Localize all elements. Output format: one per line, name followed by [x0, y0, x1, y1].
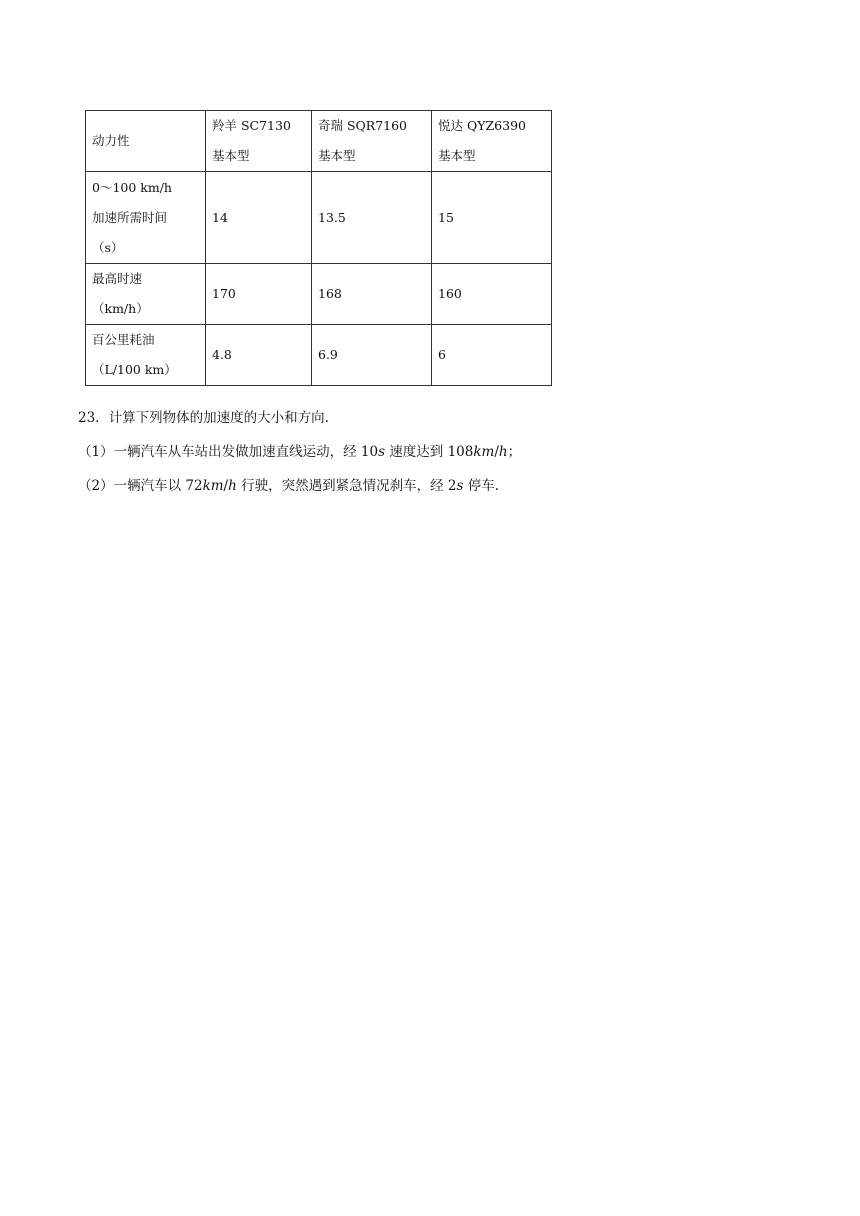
row-label-cell	[86, 264, 206, 325]
part2-slash: /	[223, 478, 229, 494]
model-name: 羚羊 SC7130	[212, 118, 291, 133]
part1-unit-s: s	[378, 444, 385, 460]
part1-unit-h: h	[498, 444, 508, 460]
table-row	[86, 172, 552, 264]
question-23	[78, 401, 778, 503]
table-cell: 168	[312, 264, 432, 325]
table-cell: 160	[432, 264, 552, 325]
model-name: 悦达 QYZ6390	[438, 118, 526, 133]
header-label: 动力性	[92, 133, 130, 148]
table-row	[86, 264, 552, 325]
row-label-line: 最高时速	[92, 271, 143, 286]
row-label-line: （s）	[92, 239, 124, 255]
question-part-2	[78, 469, 778, 503]
part1-unit-km: km	[473, 444, 495, 460]
part1-middle: 速度达到 108	[385, 444, 474, 460]
table-cell: 15	[432, 172, 552, 264]
table-header-row	[86, 111, 552, 172]
question-part-1	[78, 435, 778, 469]
row-label-line: （L/100 km）	[92, 362, 177, 377]
part2-suffix: 停车.	[463, 478, 500, 494]
part1-slash: /	[494, 444, 499, 460]
part2-prefix: （2）一辆汽车以 72	[78, 478, 203, 494]
part2-unit-h: h	[228, 478, 237, 494]
part2-unit-s: s	[456, 478, 464, 494]
table-cell: 14	[206, 172, 312, 264]
table-row	[86, 325, 552, 386]
model-variant: 基本型	[212, 148, 250, 163]
row-label-cell	[86, 325, 206, 386]
table-cell: 4.8	[206, 325, 312, 386]
model-variant: 基本型	[438, 148, 476, 163]
part1-suffix: ；	[507, 444, 522, 460]
part1-prefix: （1）一辆汽车从车站出发做加速直线运动，经 10	[78, 444, 379, 460]
model-variant: 基本型	[318, 148, 356, 163]
model-name: 奇瑞 SQR7160	[318, 118, 408, 133]
part2-middle: 行驶，突然遇到紧急情况刹车，经 2	[236, 478, 457, 494]
row-label-line: 百公里耗油	[92, 332, 155, 347]
row-label-line: 加速所需时间	[92, 209, 168, 225]
table-cell: 6.9	[312, 325, 432, 386]
table-cell: 13.5	[312, 172, 432, 264]
row-label-cell	[86, 172, 206, 264]
header-model-cell	[432, 111, 552, 172]
header-model-cell	[312, 111, 432, 172]
header-label-cell	[86, 111, 206, 172]
table-cell: 170	[206, 264, 312, 325]
question-title: 23．计算下列物体的加速度的大小和方向.	[78, 410, 329, 426]
car-spec-table	[85, 110, 552, 386]
row-label-line: 0～100 km/h	[92, 179, 172, 195]
row-label-line: （km/h）	[92, 301, 149, 316]
table-cell: 6	[432, 325, 552, 386]
part2-unit-km: km	[202, 478, 224, 494]
header-model-cell	[206, 111, 312, 172]
